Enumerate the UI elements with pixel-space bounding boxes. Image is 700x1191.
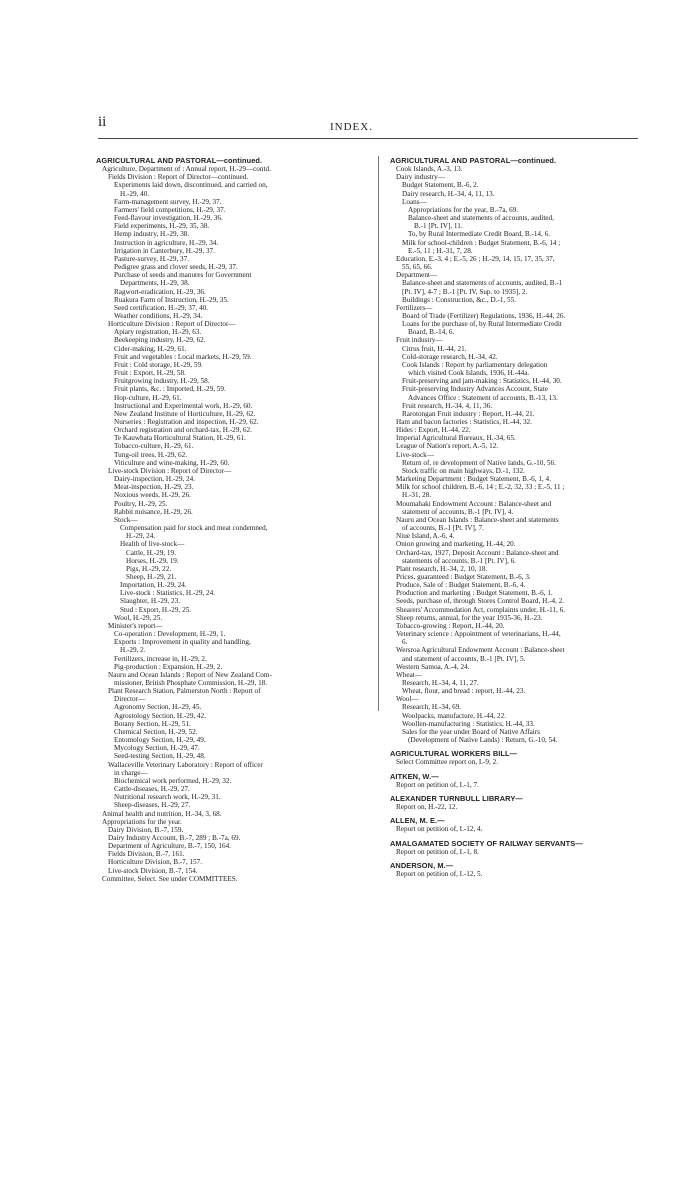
index-entry: Noxious weeds, H.-29, 26. (114, 491, 191, 500)
index-entry: B.-1 [Pt. IV], 11. (414, 222, 463, 231)
index-entry: [Pt. IV], 4-7 ; B.-1 [Pt. IV, Sup. to 1935], 2. (402, 287, 528, 296)
right-column (390, 157, 638, 878)
index-entry: New Zealand Institute of Horticulture, H.-29, 62. (114, 409, 256, 418)
index-entry: Onion growing and marketing, H.-44, 20. (396, 540, 516, 549)
index-entry: Report on petition of, I.-1, 7. (396, 780, 479, 789)
index-entry: Advances Office : Statement of accounts, B.-13, 13. (408, 393, 558, 402)
index-entry: Cattle-diseases, H.-29, 27. (114, 785, 190, 794)
index-entry: Exports : Improvement in quality and handling, (114, 638, 251, 647)
index-entry: Dairy Division, B.-7, 159. (108, 825, 184, 834)
index-entry: Mycology Section, H.-29, 47. (114, 744, 200, 753)
index-entry: To, by Rural Intermediate Credit Board, B.-14, 6. (408, 230, 551, 239)
index-entry: Apiary registration, H.-29, 63. (114, 328, 202, 337)
page-title: INDEX. (330, 121, 373, 133)
index-entry: Pigs, H.-29, 22. (126, 564, 172, 573)
index-entry: Instruction in agriculture, H.-29, 34. (114, 238, 219, 247)
index-entry: Live-stock Division, B.-7, 154. (108, 866, 198, 875)
index-entry: Animal health and nutrition, H.-34, 3, 68. (102, 809, 222, 818)
index-entry: Live-stock : Statistics, H.-29, 24. (120, 589, 216, 598)
index-entry: Wool, H.-29, 25. (114, 613, 163, 622)
index-entry: Appropriations for the year. (102, 817, 182, 826)
index-entry: Nurseries : Registration and inspection, H.-29, 62. (114, 418, 259, 426)
index-entry: Health of live-stock— (120, 540, 185, 549)
index-entry: Cider-making, H.-29, 61. (114, 344, 187, 353)
index-entry: Nutritional research work, H.-29, 31. (114, 793, 221, 802)
index-entry: Wool— (396, 695, 419, 704)
index-entry: Stud : Export, H.-29, 25. (120, 605, 192, 614)
index-entry: Poultry, H.-29, 25. (114, 499, 168, 508)
index-entry: Sheep-diseases, H.-29, 27. (114, 801, 191, 810)
index-entry: Meat-inspection, H.-29, 23. (114, 483, 194, 492)
left-column (96, 157, 368, 883)
index-heading: AMALGAMATED SOCIETY OF RAILWAY SERVANTS— (390, 838, 583, 848)
index-entry: Farmers' field competitions, H.-29, 37. (114, 205, 226, 214)
index-entry: Te Kauwhata Horticultural Station, H.-29, 61. (114, 434, 246, 443)
index-entry: Moumahaki Endowment Account : Balance-sheet and (396, 499, 552, 508)
index-entry: Rarotongan Fruit industry : Report, H.-44, 21. (402, 409, 535, 418)
index-entry: Report on petition of, I.-12, 5. (396, 869, 483, 878)
index-entry: Milk for school children, B.-6, 14 ; E.-2, 32, 33 ; E.-5, 11 ; (396, 483, 565, 492)
index-entry: (Development of Native Lands) : Return, G.-10, 54. (408, 736, 558, 745)
index-entry: in charge— (114, 768, 148, 777)
index-entry: H.-29, 24. (126, 532, 156, 541)
index-entry: Nauru and Ocean Islands : Balance-sheet and statements (396, 515, 559, 524)
index-entry: Fertilizers— (396, 303, 433, 312)
page-number: ii (98, 114, 107, 130)
index-entry: Fertilizers, increase in, H.-29, 2. (114, 654, 207, 663)
index-entry: Research, H.-34, 69. (402, 703, 462, 712)
index-entry: Farm-management survey, H.-29, 37. (114, 197, 222, 206)
index-entry: Viticulture and wine-making, H.-29, 60. (114, 458, 230, 467)
index-entry: Pig-production : Expansion, H.-29, 2. (114, 662, 223, 671)
index-entry: Instructional and Experimental work, H.-29, 60. (114, 401, 253, 410)
index-entry: Prices, guaranteed : Budget Statement, B.-6, 3. (396, 572, 531, 581)
index-entry: Entomology Section, H.-29, 49. (114, 736, 206, 745)
index-entry: Nauru and Ocean Islands : Report of New Zealand Com- (108, 670, 272, 679)
index-entry: Plant Research Station, Palmerston North : Report of (108, 687, 261, 696)
index-entry: Botany Section, H.-29, 51. (114, 719, 191, 728)
index-entry: 6. (402, 638, 408, 647)
index-entry: Sheep returns, annual, for the year 1935-36, H.-23. (396, 613, 543, 622)
index-entry: Weather conditions, H.-29, 34. (114, 311, 203, 320)
index-entry: Orchard registration and orchard-tax, H.-29, 62. (114, 426, 252, 435)
index-entry: Fruit : Export, H.-29, 58. (114, 369, 186, 378)
index-entry: Orchard-tax, 1927, Deposit Account : Balance-sheet and (396, 548, 559, 557)
index-entry: Seeds, purchase of, through Stores Control Board, H.-4, 2. (396, 597, 565, 606)
index-entry: Hemp industry, H.-29, 38. (114, 230, 190, 239)
index-entry: Board, B.-14, 6. (408, 328, 455, 337)
index-entry: Agrostology Section, H.-29, 42. (114, 711, 207, 720)
index-entry: H.-29, 40. (120, 189, 150, 198)
index-entry: Horses, H.-29, 19. (126, 556, 179, 565)
index-entry: Horticulture Division : Report of Director— (108, 320, 236, 329)
index-entry: Budget Statement, B.-6, 2. (402, 181, 479, 190)
index-entry: Cattle, H.-29, 19. (126, 548, 176, 557)
index-entry: Cook Islands, A.-3, 13. (396, 165, 463, 174)
index-entry: Marketing Department : Budget Statement, B.-6, 1, 4. (396, 475, 551, 484)
index-entry: Balance-sheet and statements of accounts, audited, B.-1 (402, 279, 563, 288)
index-entry: Milk for school-children : Budget Statement, B.-6, 14 ; (402, 238, 561, 247)
index-entry: Committee, Select. See under COMMITTEES. (102, 874, 238, 883)
index-entry: statement of accounts, B.-1 [Pt. IV], 4. (402, 507, 514, 516)
index-entry: Stock traffic on main highways, D.-1, 132. (402, 466, 525, 475)
index-entry: of accounts, B.-1 [Pt. IV], 7. (402, 524, 484, 533)
index-entry: Compensation paid for stock and meat condemned, (120, 524, 268, 533)
index-entry: Hop-culture, H.-29, 61. (114, 393, 182, 402)
index-entry: Minister's report— (108, 621, 163, 630)
index-entry: Loans for the purchase of, by Rural Intermediate Credit (402, 320, 562, 329)
index-entry: Ruakura Farm of Instruction, H.-29, 35. (114, 295, 229, 304)
index-entry: Importation, H.-29, 24. (120, 581, 187, 590)
index-entry: Pedigree grass and clover seeds, H.-29, 37. (114, 263, 238, 272)
index-entry: Slaughter, H.-29, 23. (120, 597, 180, 606)
index-entry: Western Samoa, A.-4, 24. (396, 662, 470, 671)
index-entry: Department— (396, 271, 438, 280)
index-entry: Wheat, flour, and bread : report, H.-44, 23. (402, 687, 526, 696)
index-entry: Veterinary science : Appointment of veterinarians, H.-44, (396, 630, 561, 639)
index-entry: missioner, British Phosphate Commission, H.-29, 18. (114, 679, 268, 687)
index-entry: Seed certification, H.-29, 37, 40. (114, 303, 209, 312)
index-entry: Tobacco-culture, H.-29, 61. (114, 442, 194, 451)
index-entry: Wheat— (396, 670, 422, 679)
index-entry: Ham and bacon factories : Statistics, H.-44, 32. (396, 418, 532, 426)
index-entry: Tung-oil trees, H.-29, 62. (114, 450, 188, 459)
index-entry: Research, H.-34, 4, 11, 27. (402, 679, 479, 687)
index-entry: Loans— (402, 197, 427, 206)
index-entry: H.-31, 28. (402, 491, 432, 500)
index-entry: Woolpacks, manufacture, H.-44, 22. (402, 711, 507, 720)
index-entry: Purchase of seeds and manures for Government (114, 271, 252, 280)
index-entry: Field experiments, H.-29, 35, 38. (114, 222, 210, 231)
index-heading: ALLEN, M. E.— (390, 816, 445, 826)
index-entry: Agronomy Section, H.-29, 45. (114, 703, 202, 712)
index-heading: ANDERSON, M.— (390, 860, 454, 870)
index-entry: Sales for the year under Board of Native Affairs (402, 727, 540, 736)
index-entry: and statement of accounts, B.-1 [Pt. IV], 5. (402, 654, 526, 663)
index-entry: Niue Island, A.-6, 4. (396, 532, 455, 541)
index-entry: Report on petition of, I.-12, 4. (396, 825, 483, 834)
index-entry: Fruit and vegetables : Local markets, H.-29, 59. (114, 352, 252, 361)
index-entry: Fields Division, B.-7, 161. (108, 850, 185, 859)
index-entry: Fruit-preserving Industry Advances Account, State (402, 385, 548, 394)
index-entry: Board of Trade (Fertilizer) Regulations, 1936, H.-44, 26. (402, 311, 566, 320)
index-entry: 55, 65, 66. (402, 263, 433, 272)
index-entry: Fruitgrowing industry, H.-29, 58. (114, 377, 210, 386)
index-entry: Tobacco-growing : Report, H.-44, 20. (396, 621, 505, 630)
index-entry: Appropriations for the year, B.-7a, 69. (408, 205, 519, 214)
index-entry: Imperial Agricultural Bureaux, H.-34, 65. (396, 434, 516, 443)
index-entry: Wallaceville Veterinary Laboratory : Report of officer (108, 760, 263, 769)
index-entry: Fields Division : Report of Director—continued. (108, 173, 249, 182)
index-heading: AGRICULTURAL AND PASTORAL—continued. (390, 156, 557, 165)
index-entry: Fruit plants, &c. : Imported, H.-29, 59. (114, 385, 226, 394)
index-entry: Pasture-survey, H.-29, 37. (114, 254, 189, 263)
index-entry: E.-5, 11 ; H.-31, 7, 28. (408, 246, 473, 255)
index-entry: Seed-testing Section, H.-29, 48. (114, 752, 206, 761)
index-entry: Agriculture, Department of : Annual report, H.-29—contd. (102, 165, 271, 174)
index-entry: Balance-sheet and statements of accounts, audited, (408, 214, 554, 223)
index-entry: Wersroa Agricultural Endowment Account : Balance-sheet (396, 646, 565, 655)
index-entry: Departments, H.-29, 38. (120, 279, 190, 288)
index-entry: Fruit industry— (396, 336, 443, 345)
index-entry: Education, E.-3, 4 ; E.-5, 26 ; H.-29, 14, 15, 17, 35, 37, (396, 254, 555, 263)
index-entry: Report on, H.-22, 12. (396, 803, 458, 812)
index-entry: Citrus fruit, H.-44, 21. (402, 344, 467, 353)
index-entry: Woollen-manufacturing : Statistics, H.-44, 33. (402, 719, 535, 728)
index-entry: Sheep, H.-29, 21. (126, 572, 177, 581)
index-entry: Fruit research, H.-34, 4, 11, 36. (402, 401, 493, 410)
index-entry: Ragwort-eradication, H.-29, 36. (114, 287, 206, 296)
index-entry: which visited Cook Islands, 1936, H.-44a. (408, 369, 530, 378)
index-entry: Dairy research, H.-34, 4, 11, 13. (402, 189, 495, 198)
index-entry: Hides : Export, H.-44, 22. (396, 426, 471, 435)
index-entry: Cook Islands : Report by parliamentary delegation (402, 360, 548, 369)
index-entry: Buildings : Construction, &c., D.-1, 55. (402, 295, 516, 304)
index-entry: Chemical Section, H.-29, 52. (114, 727, 198, 736)
header-rule (98, 138, 638, 139)
index-entry: Shearers' Accommodation Act, complaints under, H.-11, 6. (396, 605, 566, 614)
index-entry: H.-29, 2. (120, 646, 146, 655)
index-entry: Cold-storage research, H.-34, 42. (402, 352, 498, 361)
index-entry: Beekeeping industry, H.-29, 62. (114, 336, 206, 345)
index-entry: Rabbit nuisance, H.-29, 26. (114, 507, 193, 516)
index-entry: Department of Agriculture, B.-7, 150, 164. (108, 842, 231, 851)
index-entry: Plant research, H.-34, 2, 10, 18. (396, 564, 488, 573)
index-entry: Horticulture Division, B.-7, 157. (108, 858, 203, 867)
index-entry: Live-stock— (396, 450, 434, 459)
index-entry: Report on petition of, I.-1, 8. (396, 847, 479, 856)
column-divider (378, 156, 379, 711)
index-entry: Live-stock Division : Report of Director— (108, 466, 232, 475)
index-entry: Dairy industry— (396, 173, 445, 182)
index-entry: statements of accounts, B.-1 [Pt. IV], 6. (402, 556, 516, 565)
index-entry: Dairy Industry Account, B.-7, 289 ; B.-7a, 69. (108, 833, 241, 842)
index-entry: Experiments laid down, discontinued, and carried on, (114, 181, 268, 190)
index-heading: ALEXANDER TURNBULL LIBRARY— (390, 793, 523, 803)
index-entry: Irrigation in Canterbury, H.-29, 37. (114, 246, 215, 255)
index-entry: Co-operation : Development, H.-29, 1. (114, 630, 226, 639)
index-heading: AGRICULTURAL WORKERS BILL— (390, 749, 518, 759)
index-entry: Return of, re development of Native lands, G.-10, 56. (402, 458, 556, 467)
index-entry: Feed-flavour investigation, H.-29, 36. (114, 214, 223, 223)
index-entry: Dairy-inspection, H.-29, 24. (114, 475, 196, 484)
index-entry: Fruit : Cold storage, H.-29, 59. (114, 360, 203, 369)
index-entry: Select Committee report on, I.-9, 2. (396, 758, 498, 767)
index-heading: AGRICULTURAL AND PASTORAL—continued. (96, 156, 263, 165)
index-entry: Stock— (114, 515, 138, 524)
index-entry: Biochemical work performed, H.-29, 32. (114, 776, 232, 785)
index-heading: AITKEN, W.— (390, 771, 439, 781)
index-entry: Produce, Sale of : Budget Statement, B.-6, 4. (396, 581, 526, 590)
index-entry: Production and marketing : Budget Statement, B.-6, 1. (396, 589, 553, 598)
index-entry: League of Nation's report, A.-5, 12. (396, 442, 499, 451)
index-entry: Fruit-preserving and jam-making : Statistics, H.-44, 30. (402, 377, 562, 386)
index-entry: Director— (114, 695, 146, 704)
